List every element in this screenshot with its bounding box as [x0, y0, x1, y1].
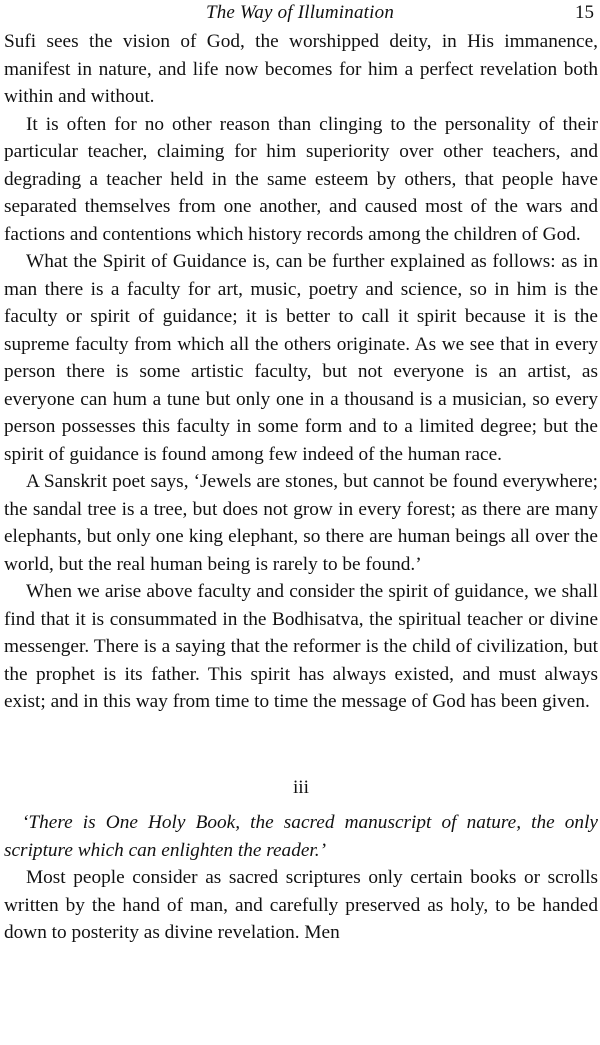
section-epigraph: ‘There is One Holy Book, the sacred manuscript of nature, the only scripture which can enlighten the reader.’: [4, 812, 598, 861]
body-text: [4, 28, 598, 947]
paragraph-bodhisatva: When we arise above faculty and consider the spirit of guidance, we shall find that it is consummated in the Bodhisatva, the spiritual teacher or divine messenger. There is a saying that the reformer is the child of civilization, but the prophet is its father. This spirit has always existed, and must always exist; and in this way from time to time the message of God has been given.: [4, 581, 598, 712]
page-header: [0, 0, 600, 26]
section-gap: [4, 716, 598, 774]
paragraph-sanskrit-poet: A Sanskrit poet says, ‘Jewels are stones, but cannot be found everywhere; the sandal tree is a tree, but does not grow in every forest; as there are many elephants, but only one king elephant, so there are human beings all over the world, but the real human being is rarely to be found.’: [4, 471, 598, 575]
running-title: The Way of Illumination: [205, 2, 395, 23]
paragraph-personality: It is often for no other reason than clinging to the personality of their particular teacher, claiming for him superiority over other teachers, and degrading a teacher held in the same esteem by others, that people have separated themselves from one another, and caused most of the wars and factions and contentions which history records among the children of God.: [4, 113, 598, 245]
paragraph-spirit-of-guidance: What the Spirit of Guidance is, can be further explained as follows: as in man there is a faculty for art, music, poetry and science, so in him is the faculty or spirit of guidance; it is better to call it spirit because it is the supreme faculty from which all the others originate. As we see that in every person there is some artistic faculty, but not everyone is an artist, as everyone can hum a tune but only one in a thousand is a musician, so every person possesses this faculty in some form and to a limited degree; but the spirit of guidance is found among few indeed of the human race.: [4, 251, 598, 465]
section-number: iii: [292, 776, 310, 798]
page-number: 15: [575, 2, 594, 23]
paragraph-continued: Sufi sees the vision of God, the worshipped deity, in His immanence, manifest in nature, and life now becomes for him a perfect revelation both within and without.: [4, 31, 598, 107]
paragraph-sacred-scriptures: Most people consider as sacred scriptures only certain books or scrolls written by the hand of man, and carefully preserved as holy, to be handed down to posterity as divine revelation. Men: [4, 867, 598, 943]
